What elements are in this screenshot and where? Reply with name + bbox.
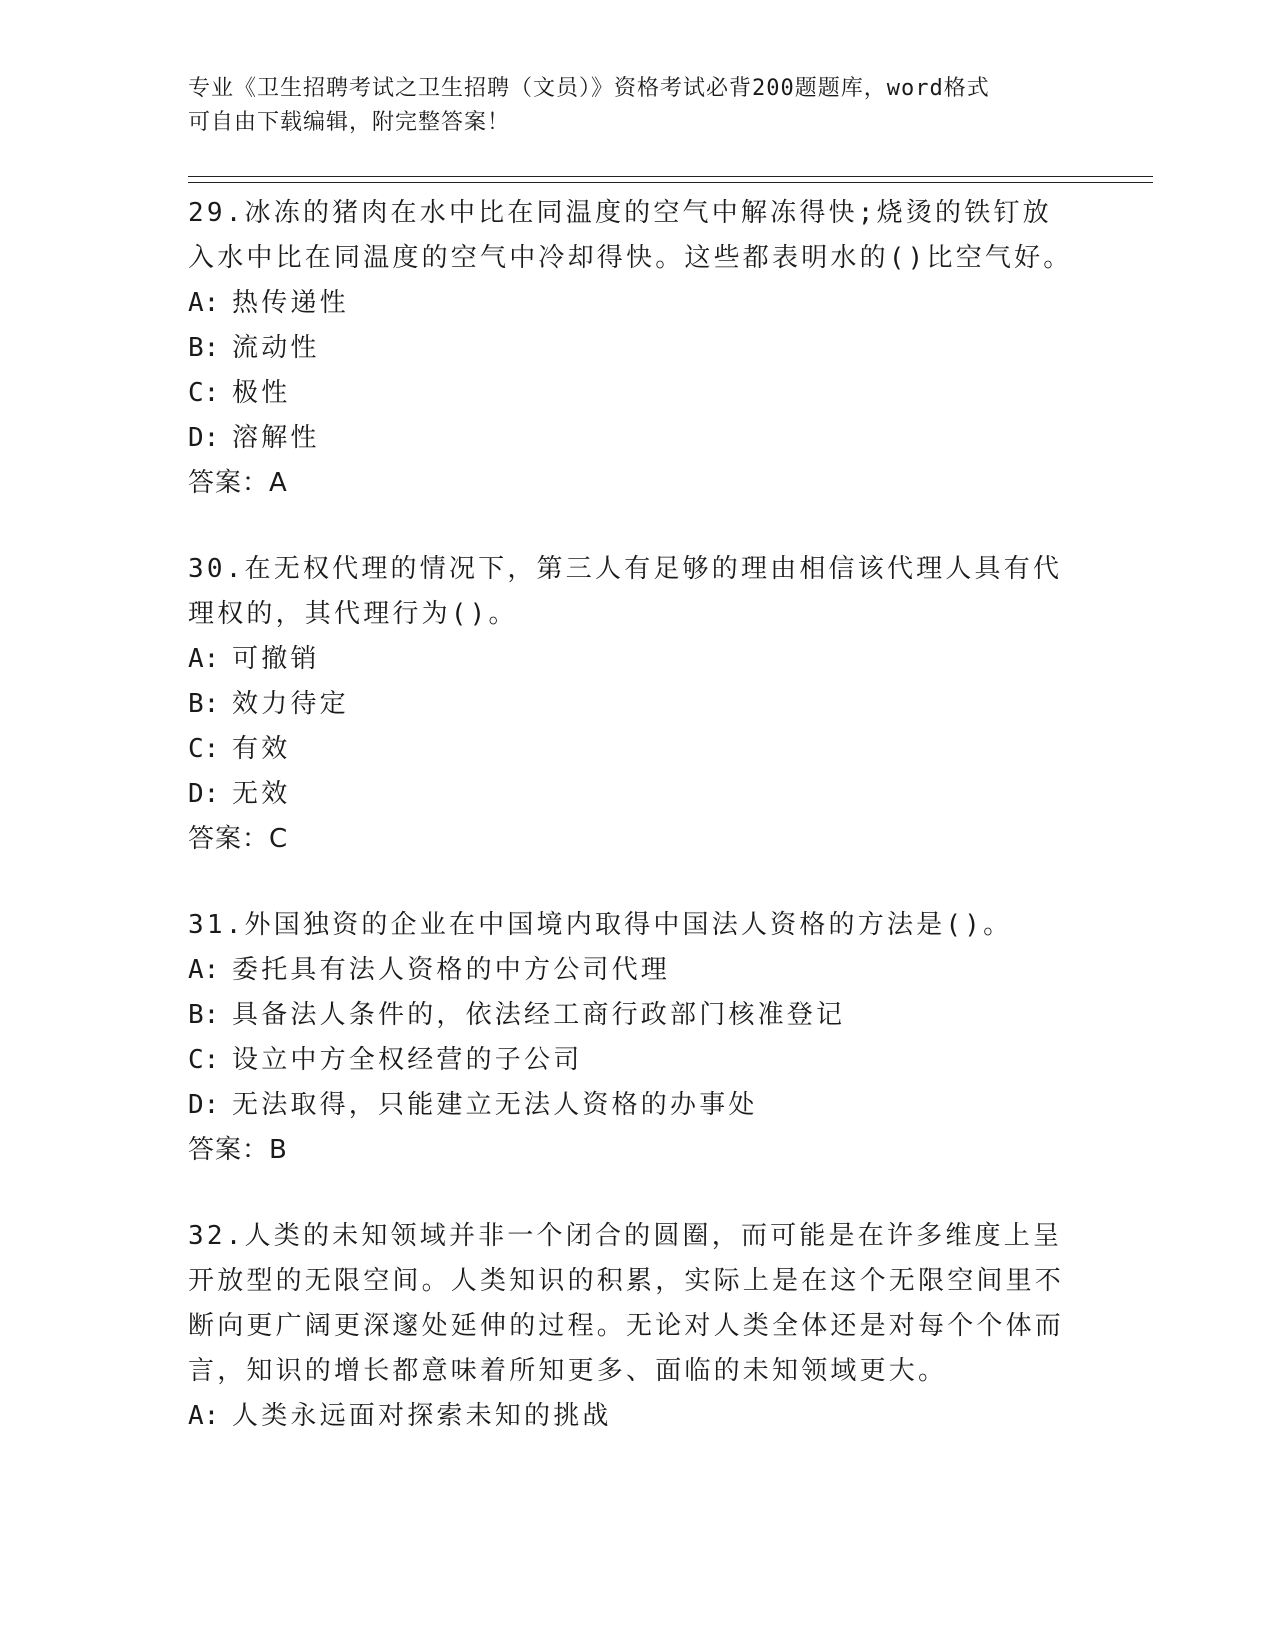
question-stem: 29.冰冻的猪肉在水中比在同温度的空气中解冻得快;烧烫的铁钉放入水中比在同温度的空气中冷却得快。这些都表明水的()比空气好。 [188, 198, 1073, 273]
answer-line: 答案：C [188, 824, 289, 854]
option-a [188, 1394, 1078, 1439]
option-c [188, 727, 1078, 772]
option-a [188, 281, 1078, 326]
option-text: 无效 [232, 779, 291, 809]
option-key: A: [188, 288, 220, 318]
option-a [188, 637, 1078, 682]
option-c [188, 1038, 1078, 1083]
document-header [188, 72, 1068, 140]
option-key: D: [188, 423, 220, 453]
option-key: D: [188, 1090, 220, 1120]
option-key: A: [188, 955, 220, 985]
question-32 [188, 1214, 1078, 1439]
option-text: 热传递性 [232, 288, 349, 318]
option-text: 可撤销 [232, 644, 320, 674]
option-d [188, 416, 1078, 461]
question-list [188, 191, 1078, 1480]
option-text: 委托具有法人资格的中方公司代理 [232, 955, 671, 985]
question-stem: 31.外国独资的企业在中国境内取得中国法人资格的方法是()。 [188, 910, 1013, 940]
question-stem: 32.人类的未知领域并非一个闭合的圆圈，而可能是在许多维度上呈开放型的无限空间。人类知识的积累，实际上是在这个无限空间里不断向更广阔更深邃处延伸的过程。无论对人类全体还是对每个个体而言，知识的增长都意味着所知更多、面临的未知领域更大。 [188, 1221, 1065, 1386]
option-a [188, 948, 1078, 993]
option-key: C: [188, 378, 220, 408]
option-c [188, 371, 1078, 416]
header-line-1: 专业《卫生招聘考试之卫生招聘（文员）》资格考试必背200题题库，word格式 [188, 76, 990, 101]
answer-line: 答案：B [188, 1135, 288, 1165]
option-key: B: [188, 333, 220, 363]
question-31 [188, 903, 1078, 1173]
option-key: B: [188, 689, 220, 719]
option-text: 设立中方全权经营的子公司 [232, 1045, 583, 1075]
header-line-2: 可自由下载编辑，附完整答案！ [188, 110, 511, 135]
option-b [188, 682, 1078, 727]
option-b [188, 326, 1078, 371]
option-key: A: [188, 644, 220, 674]
option-key: A: [188, 1401, 220, 1431]
option-text: 溶解性 [232, 423, 320, 453]
option-key: B: [188, 1000, 220, 1030]
option-d [188, 772, 1078, 817]
answer-line: 答案：A [188, 468, 288, 498]
option-d [188, 1083, 1078, 1128]
option-text: 效力待定 [232, 689, 349, 719]
option-text: 无法取得，只能建立无法人资格的办事处 [232, 1090, 758, 1120]
option-text: 流动性 [232, 333, 320, 363]
option-text: 具备法人条件的，依法经工商行政部门核准登记 [232, 1000, 846, 1030]
question-30 [188, 547, 1078, 862]
option-b [188, 993, 1078, 1038]
option-key: D: [188, 779, 220, 809]
option-text: 人类永远面对探索未知的挑战 [232, 1401, 612, 1431]
option-text: 有效 [232, 734, 291, 764]
question-29 [188, 191, 1078, 506]
option-text: 极性 [232, 378, 291, 408]
header-divider-bottom [188, 182, 1153, 183]
question-stem: 30.在无权代理的情况下，第三人有足够的理由相信该代理人具有代理权的，其代理行为()。 [188, 554, 1063, 629]
option-key: C: [188, 1045, 220, 1075]
header-divider-top [188, 176, 1153, 177]
option-key: C: [188, 734, 220, 764]
